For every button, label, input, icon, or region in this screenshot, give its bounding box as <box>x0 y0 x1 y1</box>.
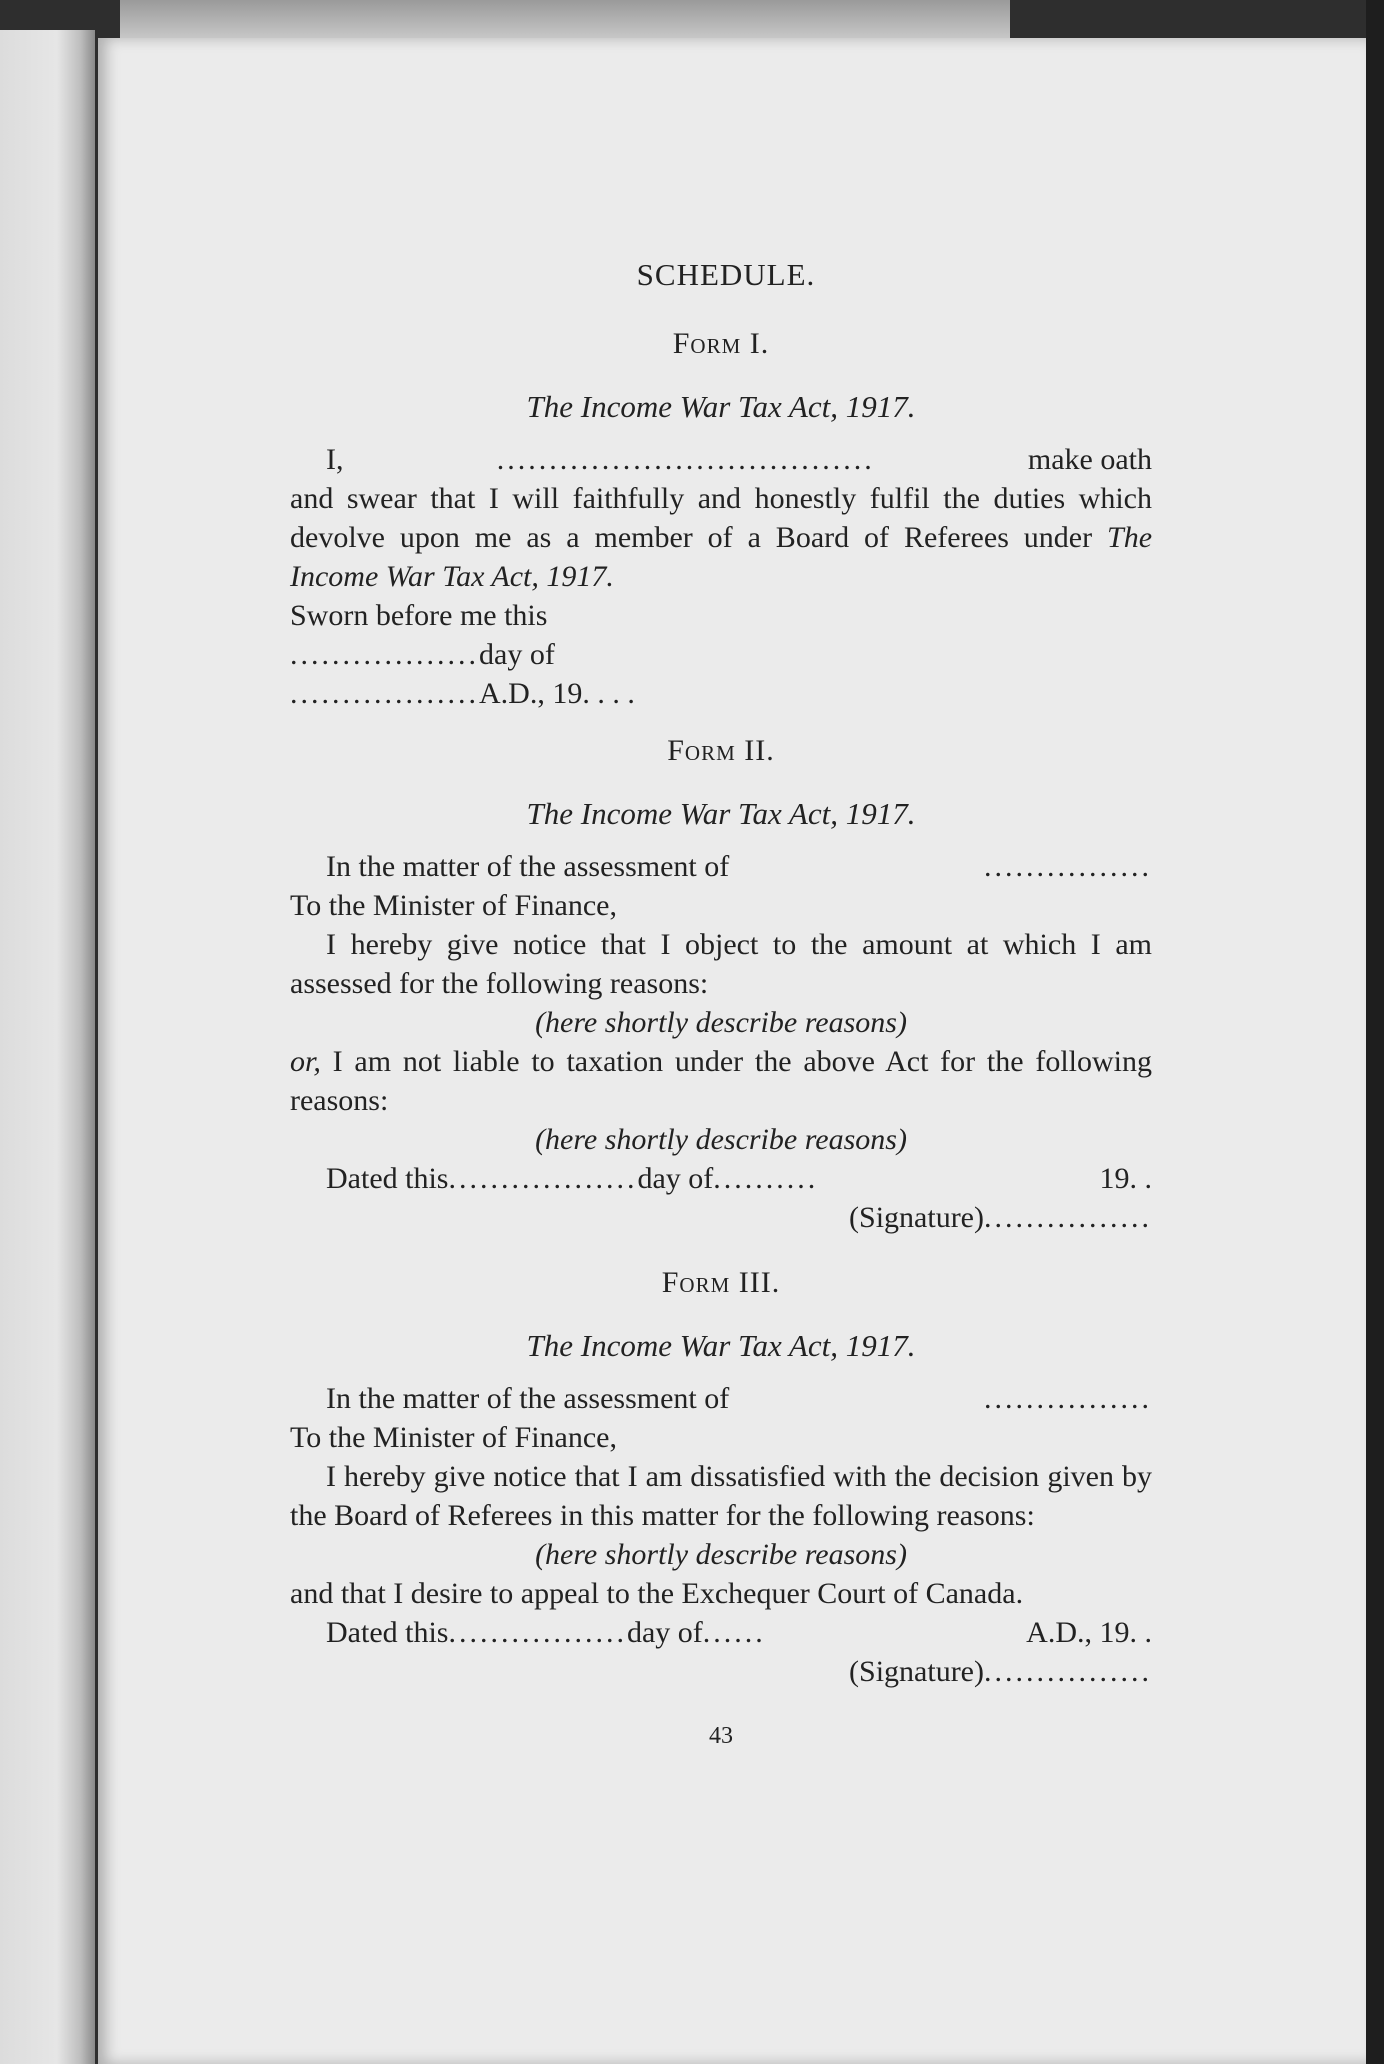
day-of-label: day of <box>479 638 555 671</box>
form-2-day-of: day of <box>637 1162 714 1195</box>
form-2-matter-line <box>290 847 1152 886</box>
form-2-signature-dots: ................ <box>984 1201 1152 1234</box>
oath-dots: .................................... <box>496 443 875 476</box>
form-2-signature-line <box>290 1198 1152 1237</box>
sworn-line: Sworn before me this <box>290 599 548 632</box>
form-2-signature-label: (Signature) <box>849 1201 984 1234</box>
form-2-heading: Form II. <box>667 734 775 767</box>
form-2-act-title: The Income War Tax Act, 1917. <box>526 796 916 831</box>
form-3-matter-dots: ................ <box>984 1382 1152 1415</box>
form-3-notice: I hereby give notice that I am dissatisfied with the decision given by the Board of Referees in this matter for the following reasons: <box>290 1460 1152 1532</box>
form-3-signature-dots: ................ <box>984 1655 1152 1688</box>
form-1-act-title: The Income War Tax Act, 1917. <box>526 389 916 424</box>
form-1-heading: Form I. <box>672 327 770 360</box>
facing-page-edge <box>0 30 95 2064</box>
form-2-dated-label: Dated this <box>326 1162 449 1195</box>
form-3-reasons: (here shortly describe reasons) <box>535 1538 907 1571</box>
form-2-year-dots: .......... <box>713 1162 819 1195</box>
form-2-to-line: To the Minister of Finance, <box>290 889 617 922</box>
book-edge-right <box>1366 0 1384 2064</box>
form-3-dated-line <box>290 1613 1152 1652</box>
oath-end: make oath <box>1027 443 1152 476</box>
form-2-or-text: I am not liable to taxation under the above Act for the following reasons: <box>290 1045 1153 1117</box>
form-3-ad-dots: ...... <box>702 1616 766 1649</box>
form-2-matter-text: In the matter of the assessment of <box>326 850 730 883</box>
schedule-title: SCHEDULE. <box>636 257 816 292</box>
form-3-dated-dots: ................. <box>448 1616 627 1649</box>
form-3 <box>290 1263 1152 1691</box>
form-2-dated-dots: .................. <box>448 1162 638 1195</box>
book-edge-top <box>120 0 1010 40</box>
form-1 <box>290 324 1152 713</box>
form-3-matter-line <box>290 1379 1152 1418</box>
form-2-or-word: or, <box>290 1045 321 1078</box>
page-number: 43 <box>709 1723 733 1749</box>
form-2-reasons-1: (here shortly describe reasons) <box>535 1006 907 1039</box>
form-2-dated-line <box>290 1159 1152 1198</box>
form-2-reasons-2: (here shortly describe reasons) <box>535 1123 907 1156</box>
form-2-year-label: 19. . <box>1099 1162 1152 1195</box>
day-of-line <box>290 635 1152 674</box>
ad-dots: .................. <box>290 677 479 710</box>
ad-label: A.D., 19. . . . <box>479 677 635 710</box>
form-3-act-title: The Income War Tax Act, 1917. <box>526 1328 916 1363</box>
oath-body-text: and swear that I will faithfully and honestly fulfil the duties which devolve upon me as a member of a Board of Referees under <box>290 482 1152 554</box>
oath-act-title: The Income War Tax Act, 1917. <box>290 521 1153 593</box>
page-content <box>290 255 1152 1756</box>
form-3-heading: Form III. <box>661 1266 781 1299</box>
form-3-appeal: and that I desire to appeal to the Exchequer Court of Canada. <box>290 1577 1024 1610</box>
form-2-notice: I hereby give notice that I object to the amount at which I am assessed for the following reasons: <box>290 928 1152 1000</box>
form-2 <box>290 731 1152 1237</box>
form-3-day-of: day of <box>626 1616 703 1649</box>
form-2-matter-dots: ................ <box>984 850 1152 883</box>
form-3-signature-line <box>290 1652 1152 1691</box>
form-3-dated-label: Dated this <box>326 1616 449 1649</box>
day-dots: .................. <box>290 638 479 671</box>
form-3-ad-label: A.D., 19. . <box>1026 1616 1152 1649</box>
form-3-matter-text: In the matter of the assessment of <box>326 1382 730 1415</box>
oath-start: I, <box>326 443 344 476</box>
ad-line <box>290 674 1152 713</box>
oath-first-line <box>290 440 1152 479</box>
oath-body <box>290 479 1152 596</box>
form-2-or-para <box>290 1042 1152 1120</box>
form-3-to-line: To the Minister of Finance, <box>290 1421 617 1454</box>
form-3-signature-label: (Signature) <box>849 1655 984 1688</box>
